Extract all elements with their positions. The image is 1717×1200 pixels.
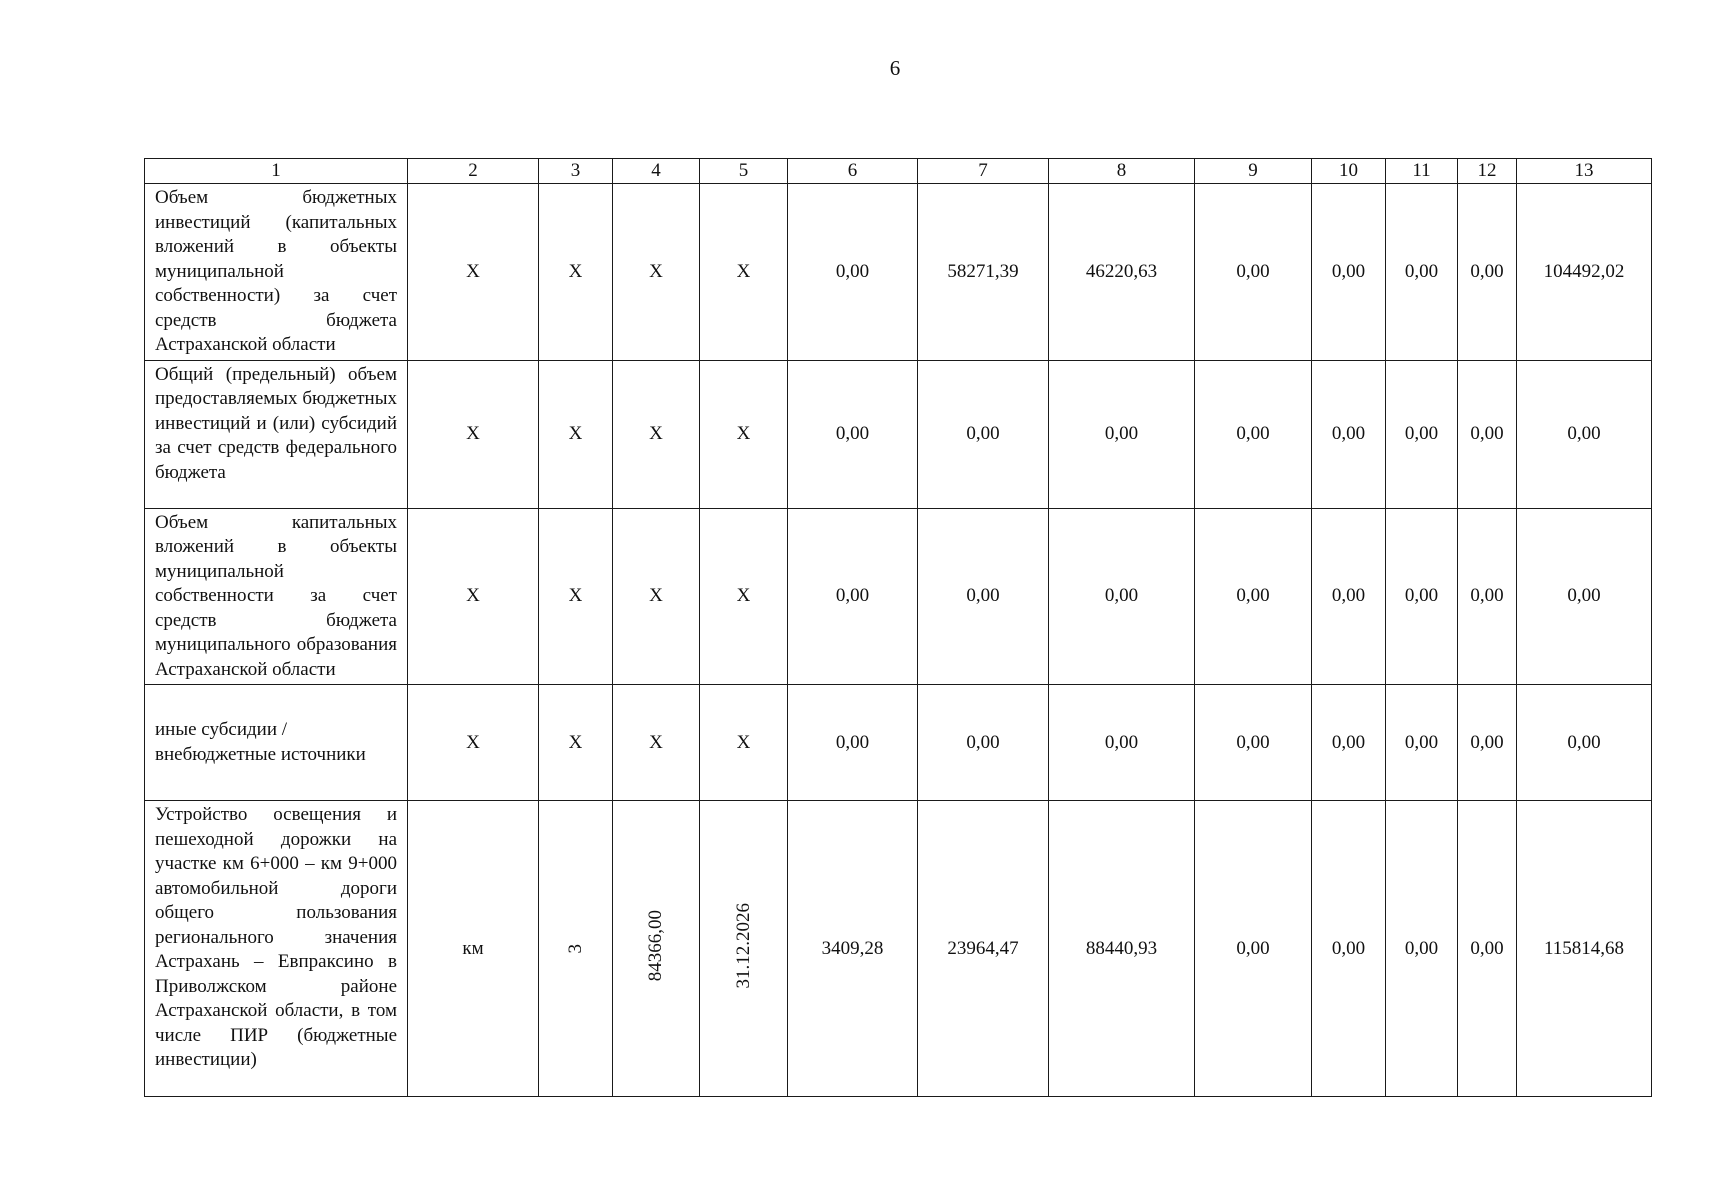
column-header: 9 bbox=[1195, 159, 1312, 184]
table-row bbox=[145, 508, 1652, 685]
column-header: 4 bbox=[613, 159, 700, 184]
row-description: Объем капитальных вложений в объекты муниципальной собственности за счет средств бюджета муниципального образования Астраханской области bbox=[145, 508, 408, 685]
cell-col5: Х bbox=[700, 508, 788, 685]
cell-col6: 0,00 bbox=[788, 508, 918, 685]
column-header: 2 bbox=[408, 159, 539, 184]
table-row bbox=[145, 801, 1652, 1097]
cell-col10: 0,00 bbox=[1312, 801, 1386, 1097]
cell-col5: Х bbox=[700, 685, 788, 801]
page-number: 6 bbox=[889, 56, 901, 80]
cell-col9: 0,00 bbox=[1195, 801, 1312, 1097]
cell-col4 bbox=[613, 801, 700, 1097]
cell-col5 bbox=[700, 801, 788, 1097]
cell-col8: 0,00 bbox=[1049, 360, 1195, 508]
row-description: Устройство освещения и пешеходной дорожки на участке км 6+000 – км 9+000 автомобильной дороги общего пользования регионального значения Астрахань – Евпраксино в Приволжском районе Астраханской области, в том числе ПИР (бюджетные инвестиции) bbox=[145, 801, 408, 1097]
vertical-date: 31.12.2026 bbox=[732, 902, 754, 989]
cell-unit: км bbox=[408, 801, 539, 1097]
cell-unit: Х bbox=[408, 685, 539, 801]
column-header: 13 bbox=[1517, 159, 1652, 184]
cell-col10: 0,00 bbox=[1312, 508, 1386, 685]
cell-col11: 0,00 bbox=[1386, 184, 1458, 361]
cell-col8: 46220,63 bbox=[1049, 184, 1195, 361]
column-header: 3 bbox=[539, 159, 613, 184]
cell-quantity: Х bbox=[539, 685, 613, 801]
cell-col4: Х bbox=[613, 508, 700, 685]
cell-col11: 0,00 bbox=[1386, 801, 1458, 1097]
cell-col11: 0,00 bbox=[1386, 685, 1458, 801]
vertical-quantity: 3 bbox=[564, 944, 586, 954]
column-header: 10 bbox=[1312, 159, 1386, 184]
cell-quantity bbox=[539, 801, 613, 1097]
row-description: иные субсидии / внебюджетные источники bbox=[145, 685, 408, 801]
cell-col5: Х bbox=[700, 184, 788, 361]
cell-col7: 0,00 bbox=[918, 685, 1049, 801]
table-row bbox=[145, 360, 1652, 508]
cell-col12: 0,00 bbox=[1458, 184, 1517, 361]
cell-col8: 0,00 bbox=[1049, 685, 1195, 801]
column-header: 1 bbox=[145, 159, 408, 184]
cell-col12: 0,00 bbox=[1458, 685, 1517, 801]
vertical-amount: 84366,00 bbox=[645, 909, 666, 982]
column-header: 6 bbox=[788, 159, 918, 184]
cell-col11: 0,00 bbox=[1386, 360, 1458, 508]
cell-quantity: Х bbox=[539, 184, 613, 361]
cell-col8: 0,00 bbox=[1049, 508, 1195, 685]
column-header: 7 bbox=[918, 159, 1049, 184]
cell-col5: Х bbox=[700, 360, 788, 508]
cell-col7: 0,00 bbox=[918, 360, 1049, 508]
cell-total: 104492,02 bbox=[1517, 184, 1652, 361]
cell-total: 115814,68 bbox=[1517, 801, 1652, 1097]
cell-col4: Х bbox=[613, 184, 700, 361]
cell-col7: 23964,47 bbox=[918, 801, 1049, 1097]
cell-col9: 0,00 bbox=[1195, 508, 1312, 685]
cell-col7: 58271,39 bbox=[918, 184, 1049, 361]
cell-col9: 0,00 bbox=[1195, 685, 1312, 801]
cell-col6: 0,00 bbox=[788, 184, 918, 361]
row-description: Объем бюджетных инвестиций (капитальных вложений в объекты муниципальной собственности) за счет средств бюджета Астраханской области bbox=[145, 184, 408, 361]
cell-col10: 0,00 bbox=[1312, 184, 1386, 361]
table-row bbox=[145, 685, 1652, 801]
cell-col10: 0,00 bbox=[1312, 360, 1386, 508]
table-row bbox=[145, 184, 1652, 361]
cell-col12: 0,00 bbox=[1458, 801, 1517, 1097]
cell-col4: Х bbox=[613, 685, 700, 801]
cell-col9: 0,00 bbox=[1195, 360, 1312, 508]
cell-total: 0,00 bbox=[1517, 508, 1652, 685]
cell-col6: 0,00 bbox=[788, 685, 918, 801]
cell-col11: 0,00 bbox=[1386, 508, 1458, 685]
cell-total: 0,00 bbox=[1517, 685, 1652, 801]
cell-col4: Х bbox=[613, 360, 700, 508]
header-row bbox=[145, 159, 1652, 184]
cell-col9: 0,00 bbox=[1195, 184, 1312, 361]
cell-unit: Х bbox=[408, 184, 539, 361]
column-header: 8 bbox=[1049, 159, 1195, 184]
column-header: 5 bbox=[700, 159, 788, 184]
cell-col7: 0,00 bbox=[918, 508, 1049, 685]
cell-unit: Х bbox=[408, 508, 539, 685]
column-header: 12 bbox=[1458, 159, 1517, 184]
cell-col6: 0,00 bbox=[788, 360, 918, 508]
cell-col6: 3409,28 bbox=[788, 801, 918, 1097]
cell-col12: 0,00 bbox=[1458, 360, 1517, 508]
budget-table bbox=[144, 158, 1652, 1097]
row-description: Общий (предельный) объем предоставляемых бюджетных инвестиций и (или) субсидий за счет средств федерального бюджета bbox=[145, 360, 408, 508]
column-header: 11 bbox=[1386, 159, 1458, 184]
cell-quantity: Х bbox=[539, 508, 613, 685]
cell-quantity: Х bbox=[539, 360, 613, 508]
cell-col12: 0,00 bbox=[1458, 508, 1517, 685]
cell-col10: 0,00 bbox=[1312, 685, 1386, 801]
cell-unit: Х bbox=[408, 360, 539, 508]
cell-col8: 88440,93 bbox=[1049, 801, 1195, 1097]
cell-total: 0,00 bbox=[1517, 360, 1652, 508]
